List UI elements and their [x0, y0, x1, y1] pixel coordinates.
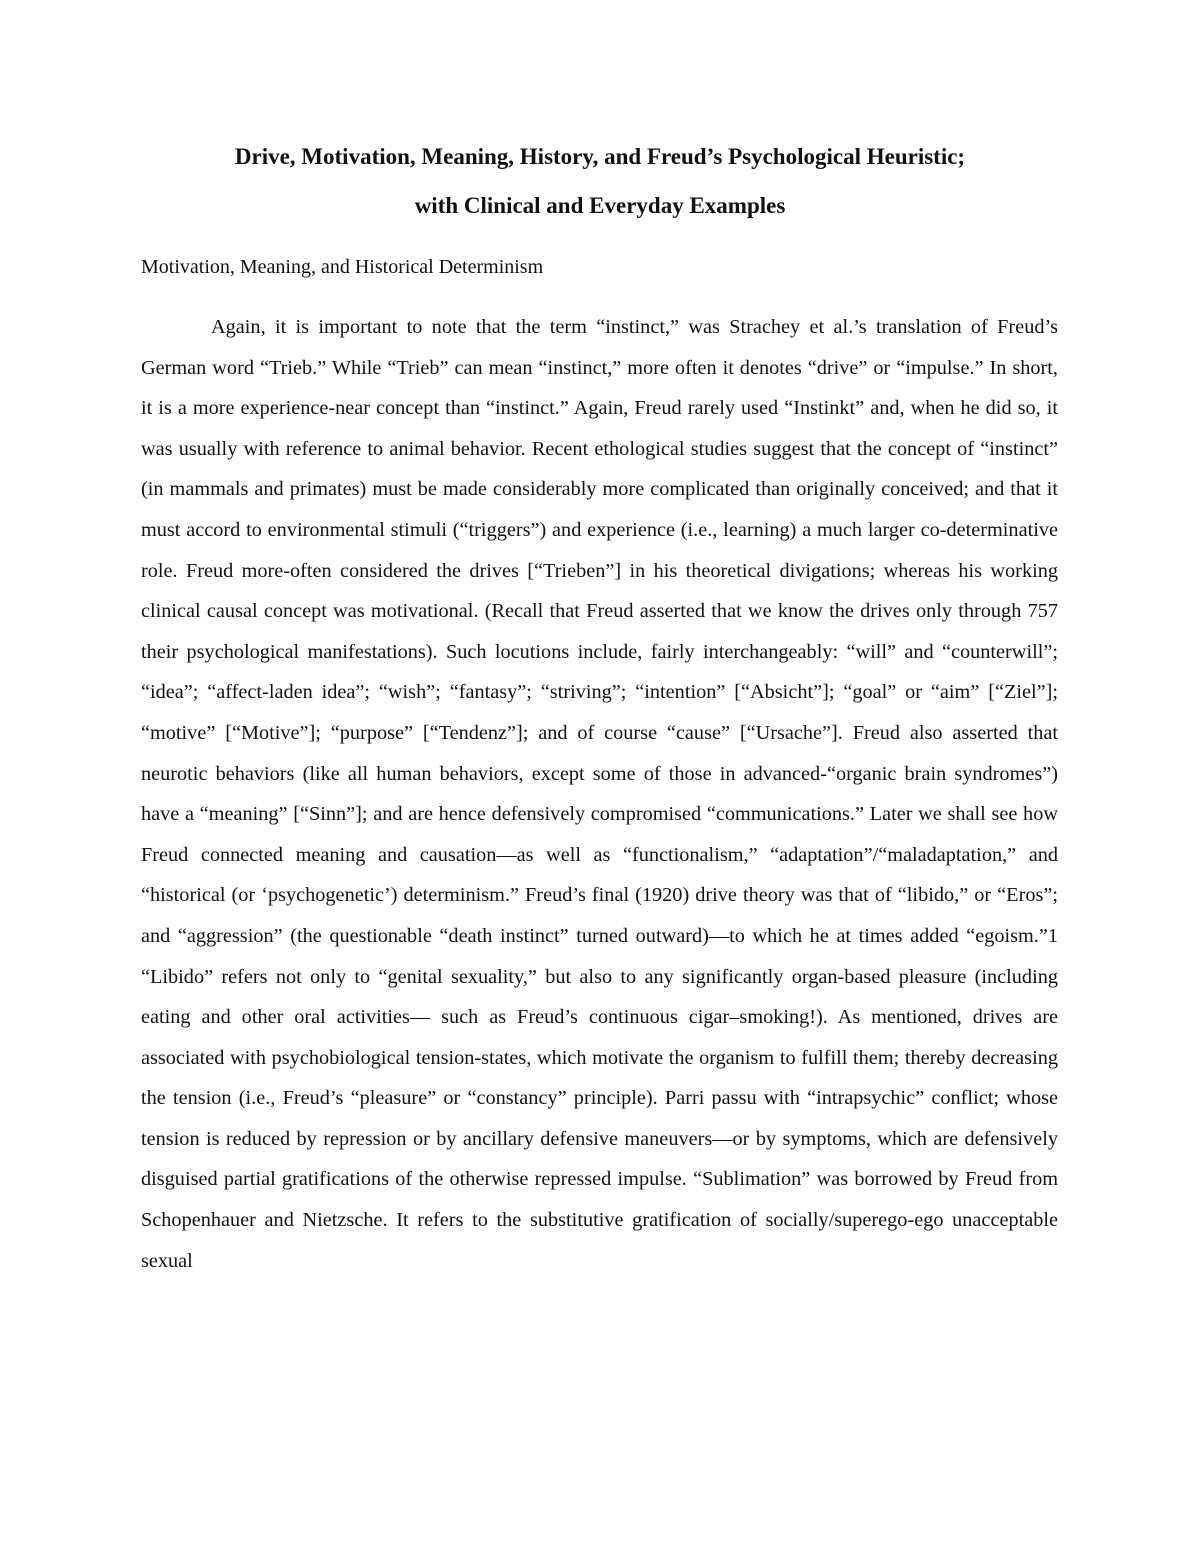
document-title-line-1: Drive, Motivation, Meaning, History, and Freud’s Psychological Heuristic;: [234, 144, 966, 169]
section-heading: Motivation, Meaning, and Historical Determinism: [141, 256, 544, 278]
body-paragraph: Again, it is important to note that the term “instinct,” was Strachey et al.’s translation of Freud’s German word “Trieb.” While “Trieb” can mean “instinct,” more often it denotes “drive” or “impulse.” In short, it is a more experience-near concept than “instinct.” Again, Freud rarely used “Instinkt” and, when he did so, it was usually with reference to animal behavior. Recent ethological studies suggest that the concept of “instinct” (in mammals and primates) must be made considerably more complicated than originally conceived; and that it must accord to environmental stimuli (“triggers”) and experience (i.e., learning) a much larger co-determinative role. Freud more-often considered the drives [“Trieben”] in his theoretical divigations; whereas his working clinical causal concept was motivational. (Recall that Freud asserted that we know the drives only through 757 their psychological manifestations). Such locutions include, fairly interchangeably: “will” and “counterwill”; “idea”; “affect-laden idea”; “wish”; “fantasy”; “striving”; “intention” [“Absicht”]; “goal” or “aim” [“Ziel”]; “motive” [“Motive”]; “purpose” [“Tendenz”]; and of course “cause” [“Ursache”]. Freud also asserted that neurotic behaviors (like all human behaviors, except some of those in advanced-“organic brain syndromes”) have a “meaning” [“Sinn”]; and are hence defensively compromised “communications.” Later we shall see how Freud connected meaning and causation—as well as “functionalism,” “adaptation”/“maladaptation,” and “historical (or ‘psychogenetic’) determinism.” Freud’s final (1920) drive theory was that of “libido,” or “Eros”; and “aggression” (the questionable “death instinct” turned outward)—to which he at times added “egoism.”1 “Libido” refers not only to “genital sexuality,” but also to any significantly organ-based pleasure (including eating and other oral activities— such as Freud’s continuous cigar–smoking!). As mentioned, drives are associated with psychobiological tension-states, which motivate the organism to fulfill them; thereby decreasing the tension (i.e., Freud’s “pleasure” or “constancy” principle). Parri passu with “intrapsychic” conflict; whose tension is reduced by repression or by ancillary defensive maneuvers—or by symptoms, which are defensively disguised partial gratifications of the otherwise repressed impulse. “Sublimation” was borrowed by Freud from Schopenhauer and Nietzsche. It refers to the substitutive gratification of socially/superego-ego unacceptable sexual: [141, 316, 1058, 1272]
document-title-line-2: with Clinical and Everyday Examples: [414, 193, 786, 218]
